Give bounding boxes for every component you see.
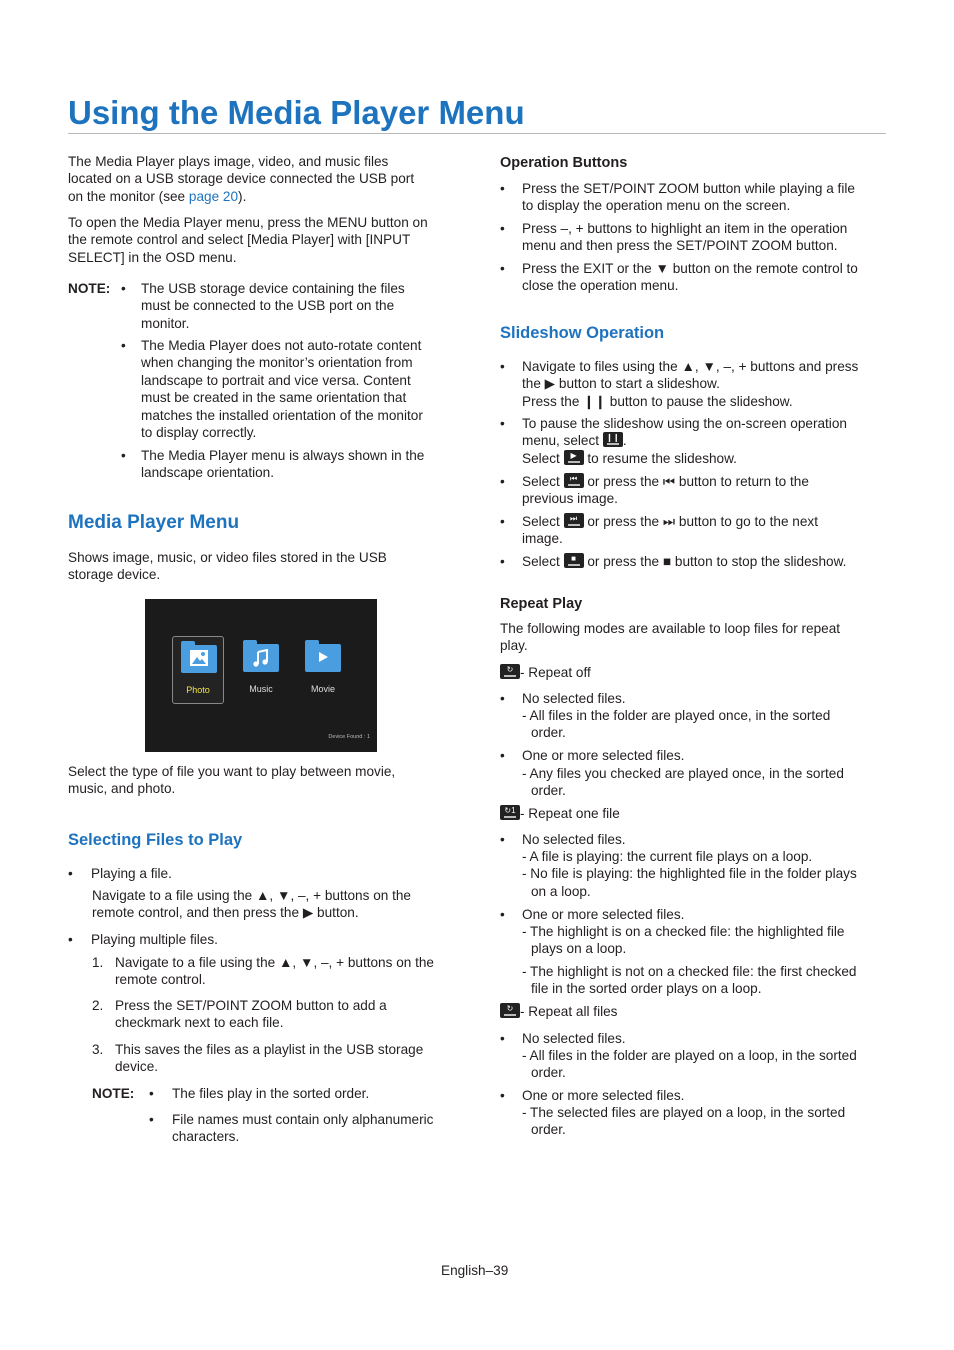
list-item: Playing multiple files. [91,932,218,947]
bullet-dot: • [500,832,505,847]
bullet-dot: • [500,474,505,489]
step-text: This saves the files as a playlist in the USB storage device. [115,1042,424,1075]
bullet-dot: • [500,261,505,276]
list-item: Press the EXIT or the ▼ button on the remote control to close the operation menu. [522,261,858,294]
bullet-dot: • [500,359,505,374]
list-item-sub: - The highlight is not on a checked file: the first checked file in the sorted order plays on a loop. [522,964,857,997]
section-heading-selecting-files: Selecting Files to Play [68,831,243,849]
photo-icon [181,645,217,673]
list-item: No selected files. [522,1031,626,1046]
intro-line: located on a USB storage device connected the USB port [68,171,415,187]
intro-line: The Media Player plays image, video, and music files [68,154,389,169]
list-item-sub: - A file is playing: the current file plays on a loop. - No file is playing: the highlighted file in the folder plays on a loop. [522,849,857,899]
note-item: The USB storage device containing the files must be connected to the USB port on the monitor. [141,281,405,331]
bullet-dot: • [500,554,505,569]
note-label: NOTE: [68,281,111,296]
repeat-all-icon: ↻ [500,1003,520,1018]
note-item: The Media Player does not auto-rotate content when changing the monitor’s orientation from landscape to portrait and vice versa. Content must be created in the same orientation that matches the installed orientation of the monitor to display correctly. [141,338,423,441]
list-item-sub: - All files in the folder are played on a loop, in the sorted order. [522,1048,857,1081]
step-number: 2. [92,998,104,1013]
repeat-one-icon: ↻1 [500,805,520,820]
intro-paragraph-2: To open the Media Player menu, press the MENU button on the remote control and select [Media Player] with [INPUT SELECT] in the OSD menu. [68,215,428,265]
repeat-intro: The following modes are available to loop files for repeat play. [500,621,841,654]
section-heading-repeat-play: Repeat Play [500,596,583,612]
repeat-one-row: ↻1 - Repeat one file [500,805,620,822]
list-item: Select ⏭ or press the ⏭ button to go to the next image. [522,514,818,547]
bullet-dot: • [121,338,126,353]
bullet-dot: • [500,1031,505,1046]
media-player-desc: Shows image, music, or video files stored in the USB storage device. [68,550,387,583]
tile-photo[interactable]: Photo [172,636,224,704]
note-item: The files play in the sorted order. [172,1086,370,1101]
bullet-dot: • [500,1088,505,1103]
bullet-dot: • [500,221,505,236]
repeat-off-row: ↻ - Repeat off [500,664,591,681]
tile-movie[interactable]: Movie [297,636,349,704]
previous-icon: ⏮ [564,473,584,488]
next-icon: ⏭ [564,513,584,528]
step-text: Press the SET/POINT ZOOM button to add a checkmark next to each file. [115,998,387,1031]
step-number: 3. [92,1042,104,1057]
repeat-all-row: ↻ - Repeat all files [500,1003,617,1020]
note-label: NOTE: [92,1086,135,1101]
media-type-desc: Select the type of file you want to play between movie, music, and photo. [68,764,396,797]
section-heading-operation-buttons: Operation Buttons [500,155,628,171]
list-item: Select ⏮ or press the ⏮ button to return to the previous image. [522,474,809,507]
repeat-off-icon: ↻ [500,664,520,679]
list-item: Navigate to files using the ▲, ▼, –, + buttons and press the ▶ button to start a slideshow. Press the ❙❙ button to pause the slideshow. [522,359,859,409]
list-item: No selected files. [522,832,626,847]
list-item: One or more selected files. [522,1088,685,1103]
section-heading-slideshow: Slideshow Operation [500,324,665,342]
list-item: Press –, + buttons to highlight an item in the operation menu and then press the SET/POINT ZOOM button. [522,221,848,254]
tile-music[interactable]: Music [235,636,287,704]
bullet-dot: • [500,907,505,922]
bullet-dot: • [500,691,505,706]
page-link[interactable]: page 20 [188,188,239,204]
note-item: The Media Player menu is always shown in the landscape orientation. [141,448,425,481]
music-icon [243,644,279,672]
step-text: Navigate to a file using the ▲, ▼, –, + buttons on the remote control. [115,955,434,988]
movie-icon [305,644,341,672]
bullet-dot: • [149,1086,154,1101]
pause-icon: ❙❙ [603,432,623,447]
note-item: File names must contain only alphanumeric characters. [172,1112,434,1145]
device-found-text: Device Found : 1 [328,733,370,740]
list-item-sub: - Any files you checked are played once, in the sorted order. [522,766,844,799]
section-heading-media-player-menu: Media Player Menu [68,512,240,533]
bullet-dot: • [121,448,126,463]
bullet-dot: • [121,281,126,296]
page-title: Using the Media Player Menu [68,94,525,131]
intro-line: on the monitor (see page 20). [68,188,247,204]
page-footer: English–39 [441,1263,509,1278]
bullet-dot: • [500,514,505,529]
list-item: One or more selected files. [522,748,685,763]
media-player-screenshot [145,599,377,752]
list-item: To pause the slideshow using the on-screen operation menu, select ❙❙ . Select ▶ to resume the slideshow. [522,416,847,466]
list-item: One or more selected files. [522,907,685,922]
play-icon: ▶ [564,450,584,465]
list-item-sub: - The highlight is on a checked file: the highlighted file plays on a loop. [522,924,845,957]
list-item: Playing a file. [91,866,172,881]
list-item: Select ■ or press the ■ button to stop the slideshow. [522,554,847,569]
list-item: No selected files. [522,691,626,706]
list-item-sub: - All files in the folder are played once, in the sorted order. [522,708,831,741]
list-item-sub: Navigate to a file using the ▲, ▼, –, + buttons on the remote control, and then press the ▶ button. [92,888,411,921]
list-item-sub: - The selected files are played on a loop, in the sorted order. [522,1105,846,1138]
title-rule [68,133,886,134]
bullet-dot: • [68,932,73,947]
bullet-dot: • [500,416,505,431]
bullet-dot: • [68,866,73,881]
bullet-dot: • [500,181,505,196]
bullet-dot: • [500,748,505,763]
list-item: Press the SET/POINT ZOOM button while playing a file to display the operation menu on the screen. [522,181,855,214]
stop-icon: ■ [564,553,584,568]
intro-paragraph-1 [68,153,458,205]
step-number: 1. [92,955,104,970]
bullet-dot: • [149,1112,154,1127]
